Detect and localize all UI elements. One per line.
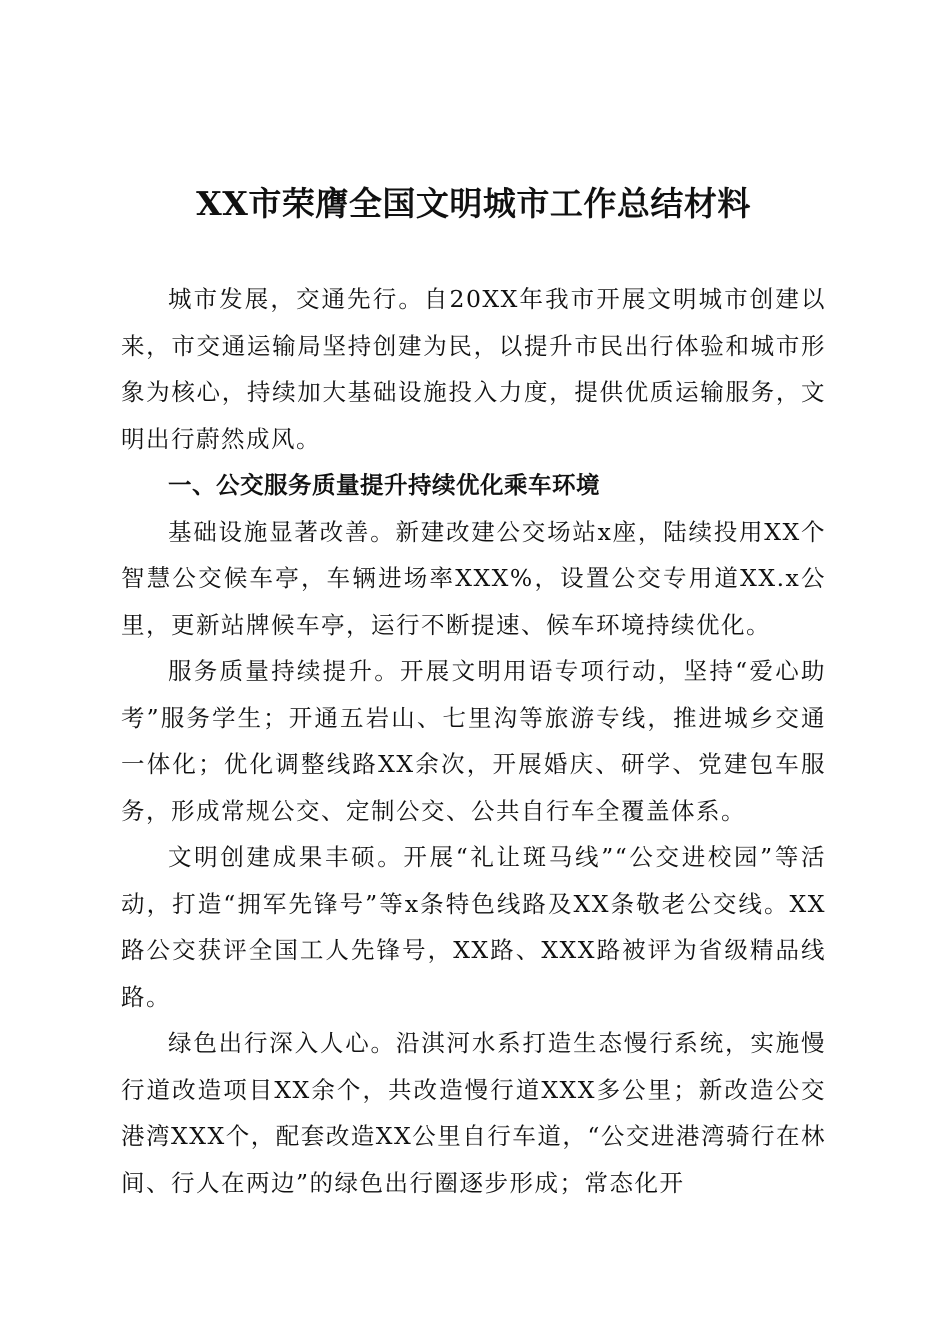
paragraph-green-travel: 绿色出行深入人心。沿淇河水系打造生态慢行系统，实施慢行道改造项目XX余个，共改造慢行道XXX多公里；新改造公交港湾XXX个，配套改造XX公里自行车道，“公交进港湾骑行在林间、行人在两边”的绿色出行圈逐步形成；常态化开: [121, 1029, 826, 1197]
document-title: XX市荣膺全国文明城市工作总结材料: [196, 184, 751, 223]
paragraph-civilization-results: 文明创建成果丰硕。开展“礼让斑马线”“公交进校园”等活动，打造“拥军先锋号”等x条特色线路及XX条敬老公交线。XX路公交获评全国工人先锋号，XX路、XXX路被评为省级精品线路。: [121, 843, 826, 1011]
paragraph-infrastructure: 基础设施显著改善。新建改建公交场站x座，陆续投用XX个智慧公交候车亭，车辆进场率XXX%，设置公交专用道XX.x公里，更新站牌候车亭，运行不断提速、候车环境持续优化。: [121, 517, 826, 639]
section-heading: 一、公交服务质量提升持续优化乘车环境: [168, 471, 600, 499]
document-body: [121, 276, 826, 1206]
document-page: [121, 178, 826, 1206]
intro-paragraph: 城市发展，交通先行。自20XX年我市开展文明城市创建以来，市交通运输局坚持创建为民，以提升市民出行体验和城市形象为核心，持续加大基础设施投入力度，提供优质运输服务，文明出行蔚然成风。: [121, 285, 826, 453]
paragraph-service-quality: 服务质量持续提升。开展文明用语专项行动，坚持“爱心助考”服务学生；开通五岩山、七里沟等旅游专线，推进城乡交通一体化；优化调整线路XX余次，开展婚庆、研学、党建包车服务，形成常规公交、定制公交、公共自行车全覆盖体系。: [121, 657, 826, 825]
